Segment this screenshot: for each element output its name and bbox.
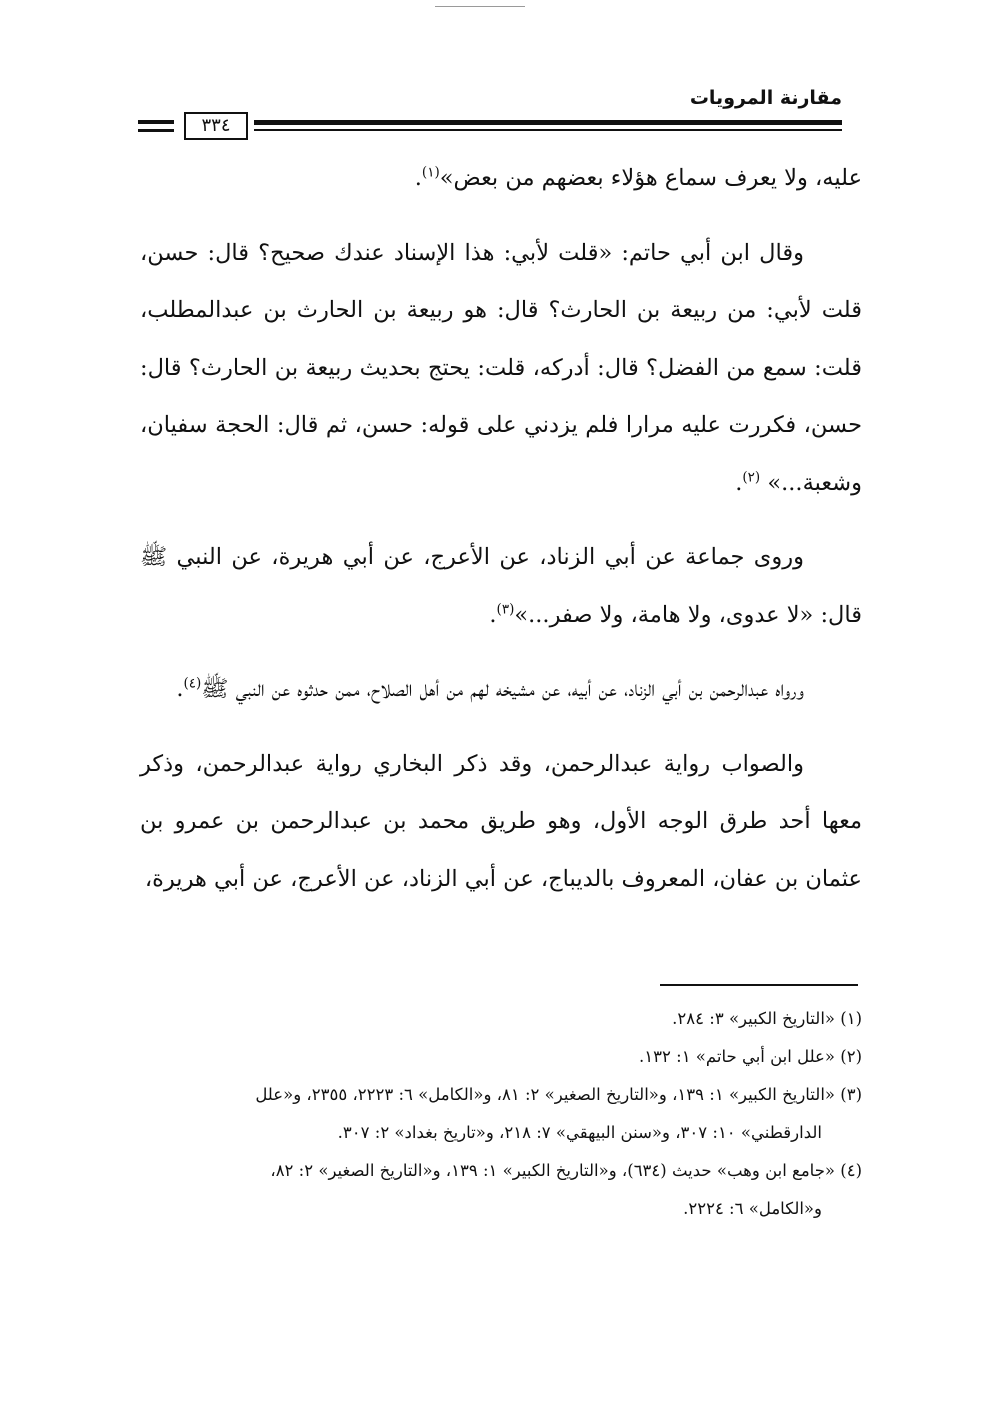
header-rule-thick	[254, 120, 842, 125]
footnote-ref: (٢)	[742, 469, 761, 485]
running-title: مقارنة المرويات	[689, 87, 842, 109]
footnote-ref: (٤)	[183, 675, 202, 692]
footnote-separator	[660, 984, 858, 986]
header-rule-thin	[254, 129, 842, 131]
footnotes	[140, 1000, 862, 1228]
top-rule	[435, 6, 525, 7]
paragraph: ورواه عبدالرحمن بن أبي الزناد، عن أبيه، عن مشيخه لهم من أهل الصلاح، ممن حدثوه عن النبي ﷺ$^{(٤)}$.	[176, 675, 804, 702]
main-text	[140, 150, 862, 925]
footnote-continuation: الدارقطني» ١٠: ٣٠٧، و«سنن البيهقي» ٧: ٢١٨، و«تاريخ بغداد» ٢: ٣٠٧.	[337, 1123, 822, 1142]
page-header	[138, 84, 842, 144]
header-dash	[138, 120, 174, 124]
paragraph: والصواب رواية عبدالرحمن، وقد ذكر البخاري رواية عبدالرحمن، وذكر معها أحد طرق الوجه الأول، وهو طريق محمد بن عبدالرحمن بن عمرو بن عثمان بن عفان، المعروف بالديباج، عن أبي الزناد، عن الأعرج، عن أبي هريرة،	[140, 750, 862, 892]
page-number: ٣٣٤	[184, 112, 248, 140]
footnote: (٣) «التاريخ الكبير» ١: ١٣٩، و«التاريخ الصغير» ٢: ٨١، و«الكامل» ٦: ٢٢٢٣، ٢٣٥٥، و«علل	[255, 1085, 862, 1104]
header-dash	[138, 129, 174, 132]
paragraph: وروى جماعة عن أبي الزناد، عن الأعرج، عن أبي هريرة، عن النبي ﷺ قال: «لا عدوى، ولا هامة، ولا صفر...»$^{(٣)}$.	[140, 544, 862, 628]
paragraph: وقال ابن أبي حاتم: «قلت لأبي: هذا الإسناد عندك صحيح؟ قال: حسن، قلت لأبي: من ربيعة بن الحارث؟ قال: هو ربيعة بن الحارث بن عبدالمطلب، قلت: سمع من الفضل؟ قال: أدركه، قلت: يحتج بحديث ربيعة بن الحارث؟ قال: حسن، فكررت عليه مرارا فلم يزدني على قوله: حسن، ثم قال: الحجة سفيان، وشعبة...» $^{(٢)}$.	[140, 239, 862, 496]
footnote-ref: (٣)	[496, 601, 515, 617]
paragraph: عليه، ولا يعرف سماع هؤلاء بعضهم من بعض»$^{(١)}$.	[414, 164, 862, 191]
footnote: (٢) «علل ابن أبي حاتم» ١: ١٣٢.	[639, 1047, 862, 1066]
footnote-continuation: و«الكامل» ٦: ٢٢٢٤.	[683, 1199, 822, 1218]
footnote: (٤) «جامع ابن وهب» حديث (٦٣٤)، و«التاريخ الكبير» ١: ١٣٩، و«التاريخ الصغير» ٢: ٨٢،	[270, 1161, 862, 1180]
footnote: (١) «التاريخ الكبير» ٣: ٢٨٤.	[672, 1009, 862, 1028]
footnote-ref: (١)	[421, 164, 440, 181]
